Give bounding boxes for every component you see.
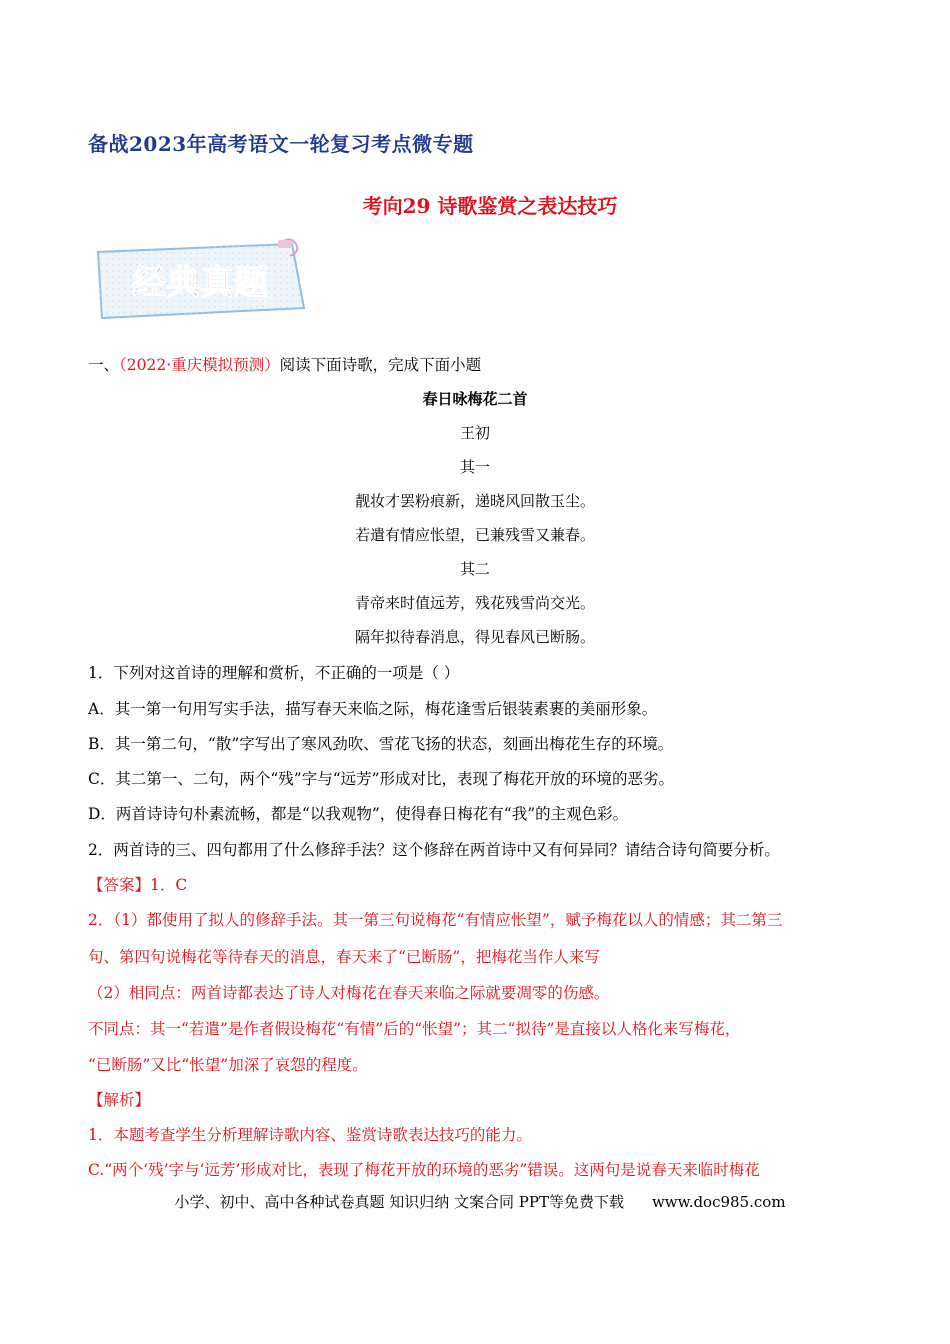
binder-clip-icon bbox=[278, 240, 292, 248]
q1-option-b: B．其一第二句，“散”字写出了寒风劲吹、雪花飞扬的状态，刻画出梅花生存的环境。 bbox=[88, 735, 674, 753]
answer-line bbox=[88, 875, 187, 895]
poem-title: 春日咏梅花二首 bbox=[422, 390, 528, 408]
poem-line: 若遣有情应怅望，已兼残雪又兼春。 bbox=[354, 526, 595, 544]
classic-exam-badge bbox=[92, 238, 308, 322]
answer-q2-line: 句、第四句说梅花等待春天的消息，春天来了“已断肠”，把梅花当作人来写 bbox=[88, 948, 600, 966]
series-title: 备战2023年高考语文一轮复习考点微专题 bbox=[88, 132, 474, 156]
badge-label: 经典真题 bbox=[132, 263, 268, 303]
badge-graphic bbox=[92, 238, 308, 322]
poem-line: 隔年拟待春消息，得见春风已断肠。 bbox=[354, 628, 595, 646]
answer-q2-line: “已断肠”又比“怅望”加深了哀怨的程度。 bbox=[88, 1056, 368, 1074]
answer-q2-line: （2）相同点：两首诗都表达了诗人对梅花在春天来临之际就要凋零的伤感。 bbox=[88, 984, 610, 1002]
q1-option-a: A．其一第一句用写实手法，描写春天来临之际，梅花逢雪后银装素裹的美丽形象。 bbox=[88, 700, 658, 718]
analysis-line: C.“两个‘残’字与‘远芳’形成对比，表现了梅花开放的环境的恶劣”错误。这两句是说春天来临时梅花 bbox=[88, 1161, 760, 1179]
footer-text: 小学、初中、高中各种试卷真题 知识归纳 文案合同 PPT等免费下载 bbox=[174, 1193, 624, 1211]
poem-part2-label: 其二 bbox=[459, 560, 490, 578]
question-number: 一、 bbox=[88, 356, 120, 374]
footer-url[interactable]: www.doc985.com bbox=[651, 1193, 786, 1211]
q1-option-c: C．其二第一、二句，两个“残”字与“远芳”形成对比，表现了梅花开放的环境的恶劣。 bbox=[88, 770, 675, 788]
analysis-label: 【解析】 bbox=[88, 1091, 151, 1109]
answer-q2-line: 不同点：其一“若遣”是作者假设梅花“有情”后的“怅望”；其二“拟待”是直接以人格化来写梅花， bbox=[88, 1020, 741, 1038]
q2-stem: 2．两首诗的三、四句都用了什么修辞手法？这个修辞在两首诗中又有何异同？请结合诗句简要分析。 bbox=[88, 841, 780, 859]
poem-part1-label: 其一 bbox=[459, 458, 490, 476]
analysis-line: 1．本题考查学生分析理解诗歌内容、鉴赏诗歌表达技巧的能力。 bbox=[88, 1126, 532, 1144]
q1-stem: 1．下列对这首诗的理解和赏析，不正确的一项是（ ） bbox=[88, 664, 460, 682]
page-footer bbox=[0, 1191, 950, 1212]
answer-q1: 1．C bbox=[150, 876, 188, 894]
question-source: （2022·重庆模拟预测） bbox=[119, 356, 280, 374]
answer-q2-line: 2．（1）都使用了拟人的修辞手法。其一第三句说梅花“有情应怅望”，赋予梅花以人的情感；其二第三 bbox=[88, 911, 783, 929]
poem-author: 王初 bbox=[459, 424, 490, 442]
topic-title: 考向29 诗歌鉴赏之表达技巧 bbox=[362, 194, 618, 218]
question-header bbox=[88, 355, 481, 375]
poem-line: 青帝来时值远芳，残花残雪尚交光。 bbox=[354, 594, 595, 612]
poem-line: 靓妆才罢粉痕新，递晓风回散玉尘。 bbox=[354, 492, 595, 510]
answer-label: 【答案】 bbox=[88, 876, 151, 894]
question-instruction: 阅读下面诗歌，完成下面小题 bbox=[279, 356, 482, 374]
q1-option-d: D．两首诗诗句朴素流畅，都是“以我观物”，使得春日梅花有“我”的主观色彩。 bbox=[88, 805, 629, 823]
